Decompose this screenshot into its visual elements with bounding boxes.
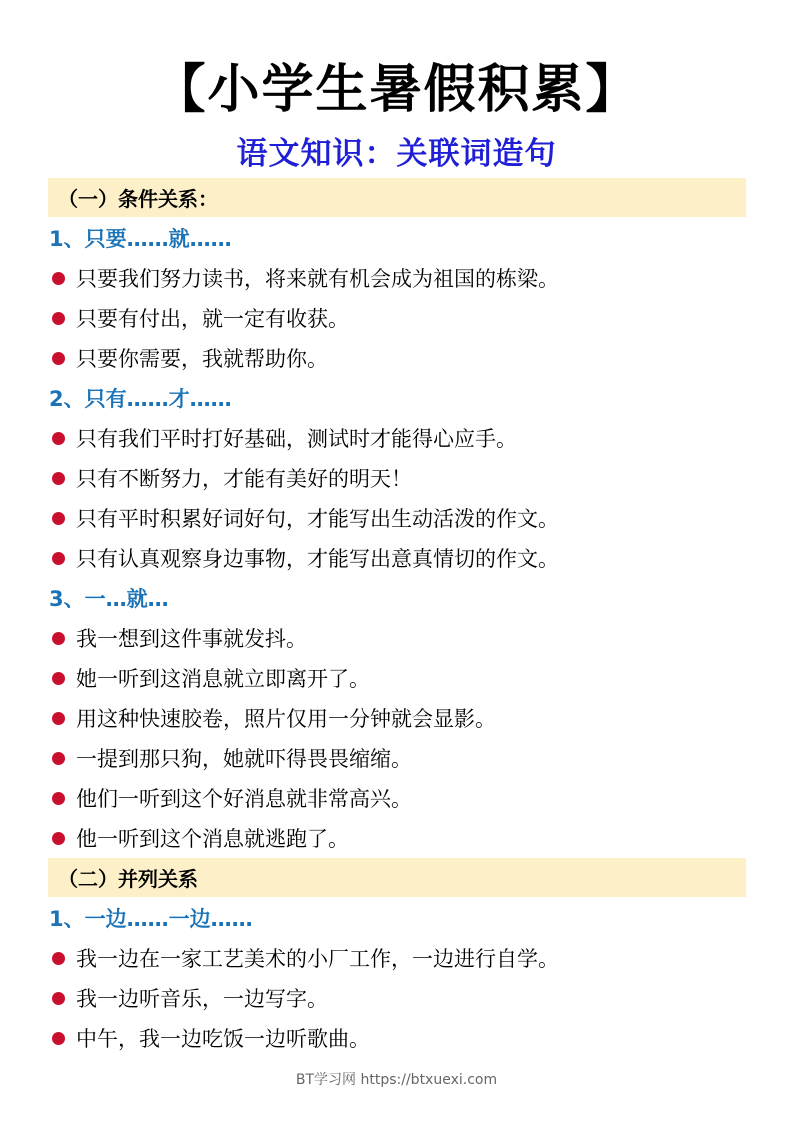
sentence-text: 只有我们平时打好基础，测试时才能得心应手。 bbox=[76, 427, 517, 451]
sentence-text: 只有不断努力，才能有美好的明天！ bbox=[76, 467, 412, 491]
list-item bbox=[48, 418, 746, 458]
bullet-dot-icon bbox=[52, 752, 65, 765]
list-item bbox=[48, 978, 746, 1018]
group-label-yi-jiu: 3、一…就… bbox=[49, 587, 169, 611]
list-item bbox=[48, 298, 746, 338]
sentence-text: 我一边在一家工艺美术的小厂工作，一边进行自学。 bbox=[76, 947, 559, 971]
bullet-dot-icon bbox=[52, 272, 65, 285]
sentence-text: 中午，我一边吃饭一边听歌曲。 bbox=[76, 1027, 370, 1051]
list-item bbox=[48, 498, 746, 538]
bullet-dot-icon bbox=[52, 792, 65, 805]
section-heading-conditional: （一）条件关系： bbox=[48, 178, 746, 217]
sentence-text: 一提到那只狗，她就吓得畏畏缩缩。 bbox=[76, 747, 412, 771]
list-item bbox=[48, 338, 746, 378]
bullet-dot-icon bbox=[52, 712, 65, 725]
list-item bbox=[48, 698, 746, 738]
sentence-text: 只有认真观察身边事物，才能写出意真情切的作文。 bbox=[76, 547, 559, 571]
footer-watermark: BT学习网 https://btxuexi.com bbox=[295, 1072, 498, 1088]
bullet-dot-icon bbox=[52, 832, 65, 845]
section-heading-parallel: （二）并列关系 bbox=[48, 858, 746, 897]
sentence-text: 我一边听音乐，一边写字。 bbox=[76, 987, 328, 1011]
sentence-text: 她一听到这消息就立即离开了。 bbox=[76, 667, 370, 691]
group-label-zhiyou-cai: 2、只有……才…… bbox=[49, 387, 232, 411]
bullet-dot-icon bbox=[52, 992, 65, 1005]
list-item bbox=[48, 538, 746, 578]
bullet-dot-icon bbox=[52, 632, 65, 645]
bullet-dot-icon bbox=[52, 512, 65, 525]
sentence-text: 我一想到这件事就发抖。 bbox=[76, 627, 307, 651]
group-label-yibian-yibian: 1、一边……一边…… bbox=[49, 907, 253, 931]
list-item bbox=[48, 618, 746, 658]
bullet-dot-icon bbox=[52, 952, 65, 965]
sentence-text: 只要我们努力读书，将来就有机会成为祖国的栋梁。 bbox=[76, 267, 559, 291]
list-item bbox=[48, 658, 746, 698]
content bbox=[48, 178, 746, 1058]
list-item bbox=[48, 778, 746, 818]
bullet-dot-icon bbox=[52, 472, 65, 485]
bullet-dot-icon bbox=[52, 432, 65, 445]
group-label-zhiyao-jiu: 1、只要……就…… bbox=[49, 227, 232, 251]
sentence-text: 他一听到这个消息就逃跑了。 bbox=[76, 827, 349, 851]
list-item bbox=[48, 818, 746, 858]
sentence-text: 他们一听到这个好消息就非常高兴。 bbox=[76, 787, 412, 811]
list-item bbox=[48, 1018, 746, 1058]
list-item bbox=[48, 458, 746, 498]
bullet-dot-icon bbox=[52, 352, 65, 365]
page-title: 【小学生暑假积累】 bbox=[153, 59, 640, 120]
bullet-dot-icon bbox=[52, 552, 65, 565]
sentence-text: 只要你需要，我就帮助你。 bbox=[76, 347, 328, 371]
bullet-dot-icon bbox=[52, 672, 65, 685]
list-item bbox=[48, 938, 746, 978]
page-subtitle: 语文知识：关联词造句 bbox=[236, 136, 557, 172]
list-item bbox=[48, 258, 746, 298]
bullet-dot-icon bbox=[52, 1032, 65, 1045]
list-item bbox=[48, 738, 746, 778]
bullet-dot-icon bbox=[52, 312, 65, 325]
sentence-text: 用这种快速胶卷，照片仅用一分钟就会显影。 bbox=[76, 707, 496, 731]
sentence-text: 只要有付出，就一定有收获。 bbox=[76, 307, 349, 331]
sentence-text: 只有平时积累好词好句，才能写出生动活泼的作文。 bbox=[76, 507, 559, 531]
